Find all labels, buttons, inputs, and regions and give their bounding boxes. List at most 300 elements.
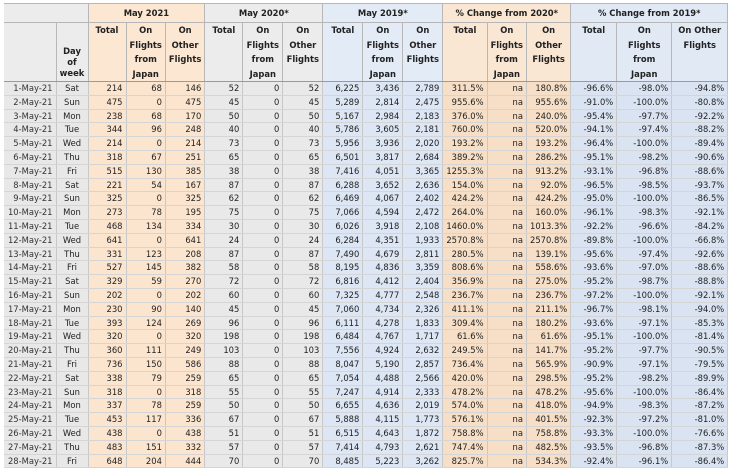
- change2020-other: 2570.8%: [526, 233, 570, 247]
- date-cell: 5-May-21: [4, 137, 56, 151]
- change2020-other: 236.7%: [526, 288, 570, 302]
- may2019-total: 6,469: [323, 192, 363, 206]
- may2021-japan: 0: [126, 192, 165, 206]
- may2019-total: 6,484: [323, 330, 363, 344]
- may2021-other: 325: [165, 192, 204, 206]
- day-cell: Mon: [56, 302, 88, 316]
- change2020-other: 758.8%: [526, 426, 570, 440]
- change2019-total: -95.1%: [571, 330, 617, 344]
- may2020-other: 24: [283, 233, 323, 247]
- may2021-other: 259: [165, 399, 204, 413]
- may2021-total: 453: [88, 413, 126, 427]
- may2019-japan: 4,793: [363, 440, 403, 454]
- table-row: [4, 192, 728, 206]
- may2021-total: 527: [88, 261, 126, 275]
- may2020-other: 50: [283, 399, 323, 413]
- change2020-other: 534.3%: [526, 454, 570, 468]
- group-header-change-2020: % Change from 2020*: [443, 4, 571, 23]
- may2021-total: 393: [88, 316, 126, 330]
- may2020-other: 62: [283, 192, 323, 206]
- may2020-japan: 0: [243, 247, 283, 261]
- may2020-other: 73: [283, 137, 323, 151]
- change2019-japan: -96.6%: [617, 219, 672, 233]
- may2019-total: 6,111: [323, 316, 363, 330]
- may2019-other: 2,404: [403, 275, 443, 289]
- may2020-japan: 0: [243, 206, 283, 220]
- may2021-other: 269: [165, 316, 204, 330]
- change2020-total: 760.0%: [443, 123, 487, 137]
- may2021-japan: 0: [126, 288, 165, 302]
- change2019-other: -88.6%: [672, 164, 728, 178]
- may2019-total: 6,501: [323, 150, 363, 164]
- change2020-total: 411.1%: [443, 302, 487, 316]
- day-cell: Sat: [56, 82, 88, 96]
- col-header-total: Total: [323, 23, 363, 82]
- may2020-japan: 0: [243, 302, 283, 316]
- change2019-japan: -98.1%: [617, 302, 672, 316]
- day-cell: Mon: [56, 109, 88, 123]
- may2021-total: 338: [88, 371, 126, 385]
- may2020-total: 87: [205, 247, 243, 261]
- may2019-other: 1,717: [403, 330, 443, 344]
- may2021-other: 248: [165, 123, 204, 137]
- may2019-japan: 4,488: [363, 371, 403, 385]
- change2019-total: -93.5%: [571, 440, 617, 454]
- change2020-other: 211.1%: [526, 302, 570, 316]
- day-cell: Fri: [56, 357, 88, 371]
- may2020-total: 72: [205, 275, 243, 289]
- change2020-japan: na: [487, 371, 526, 385]
- day-cell: Sat: [56, 275, 88, 289]
- corner-cell: [4, 4, 88, 23]
- table-row: [4, 206, 728, 220]
- may2019-japan: 3,436: [363, 82, 403, 96]
- table-row: [4, 219, 728, 233]
- may2021-japan: 111: [126, 344, 165, 358]
- may2019-japan: 3,936: [363, 137, 403, 151]
- may2019-total: 6,026: [323, 219, 363, 233]
- may2021-total: 648: [88, 454, 126, 468]
- change2019-japan: -100.0%: [617, 288, 672, 302]
- may2020-total: 52: [205, 82, 243, 96]
- change2019-total: -93.1%: [571, 164, 617, 178]
- change2020-other: 180.2%: [526, 316, 570, 330]
- change2019-total: -95.2%: [571, 344, 617, 358]
- may2020-japan: 0: [243, 371, 283, 385]
- change2020-japan: na: [487, 137, 526, 151]
- change2019-total: -95.2%: [571, 371, 617, 385]
- may2020-total: 57: [205, 440, 243, 454]
- may2021-japan: 0: [126, 95, 165, 109]
- may2019-japan: 4,594: [363, 206, 403, 220]
- date-cell: 3-May-21: [4, 109, 56, 123]
- may2021-japan: 124: [126, 316, 165, 330]
- change2020-total: 249.5%: [443, 344, 487, 358]
- may2019-other: 1,872: [403, 426, 443, 440]
- table-row: [4, 275, 728, 289]
- may2019-other: 2,020: [403, 137, 443, 151]
- change2020-japan: na: [487, 206, 526, 220]
- date-cell: 24-May-21: [4, 399, 56, 413]
- table-row: [4, 330, 728, 344]
- change2019-other: -79.5%: [672, 357, 728, 371]
- may2020-japan: 0: [243, 330, 283, 344]
- day-cell: Wed: [56, 426, 88, 440]
- date-cell: 1-May-21: [4, 82, 56, 96]
- day-cell: Thu: [56, 247, 88, 261]
- change2019-japan: -98.3%: [617, 399, 672, 413]
- may2019-other: 2,548: [403, 288, 443, 302]
- may2019-other: 1,833: [403, 316, 443, 330]
- may2019-japan: 4,636: [363, 399, 403, 413]
- may2020-other: 57: [283, 440, 323, 454]
- may2021-total: 329: [88, 275, 126, 289]
- change2019-japan: -96.8%: [617, 164, 672, 178]
- may2019-other: 2,475: [403, 95, 443, 109]
- may2019-other: 2,472: [403, 206, 443, 220]
- may2019-japan: 4,643: [363, 426, 403, 440]
- table-row: [4, 233, 728, 247]
- may2019-total: 7,416: [323, 164, 363, 178]
- may2020-japan: 0: [243, 288, 283, 302]
- table-row: [4, 385, 728, 399]
- change2020-japan: na: [487, 302, 526, 316]
- table-row: [4, 150, 728, 164]
- change2019-other: -87.3%: [672, 440, 728, 454]
- change2020-other: 193.2%: [526, 137, 570, 151]
- table-row: [4, 164, 728, 178]
- may2020-other: 45: [283, 95, 323, 109]
- may2020-japan: 0: [243, 150, 283, 164]
- change2019-total: -89.8%: [571, 233, 617, 247]
- change2020-total: 2570.8%: [443, 233, 487, 247]
- may2021-other: 259: [165, 371, 204, 385]
- column-header-row: [4, 23, 728, 82]
- day-cell: Tue: [56, 413, 88, 427]
- change2020-japan: na: [487, 164, 526, 178]
- table-row: [4, 426, 728, 440]
- may2021-other: 214: [165, 137, 204, 151]
- change2019-other: -94.0%: [672, 302, 728, 316]
- day-cell: Fri: [56, 164, 88, 178]
- may2020-japan: 0: [243, 440, 283, 454]
- may2021-other: 208: [165, 247, 204, 261]
- change2019-total: -96.6%: [571, 82, 617, 96]
- table-row: [4, 399, 728, 413]
- may2020-japan: 0: [243, 192, 283, 206]
- may2021-other: 140: [165, 302, 204, 316]
- date-cell: 23-May-21: [4, 385, 56, 399]
- may2021-total: 337: [88, 399, 126, 413]
- change2019-total: -91.0%: [571, 95, 617, 109]
- may2021-japan: 68: [126, 82, 165, 96]
- may2021-other: 320: [165, 330, 204, 344]
- table-row: [4, 109, 728, 123]
- may2021-japan: 134: [126, 219, 165, 233]
- may2019-other: 2,632: [403, 344, 443, 358]
- change2020-japan: na: [487, 413, 526, 427]
- may2021-japan: 90: [126, 302, 165, 316]
- may2020-total: 65: [205, 371, 243, 385]
- change2019-japan: -100.0%: [617, 95, 672, 109]
- change2020-other: 92.0%: [526, 178, 570, 192]
- may2019-other: 2,326: [403, 302, 443, 316]
- may2020-total: 96: [205, 316, 243, 330]
- change2020-japan: na: [487, 454, 526, 468]
- may2019-other: 2,636: [403, 178, 443, 192]
- table-row: [4, 302, 728, 316]
- change2019-japan: -98.2%: [617, 150, 672, 164]
- may2020-other: 72: [283, 275, 323, 289]
- day-of-week-header: Day of week: [56, 23, 88, 82]
- change2019-japan: -97.7%: [617, 109, 672, 123]
- may2019-total: 7,556: [323, 344, 363, 358]
- change2019-total: -93.3%: [571, 426, 617, 440]
- change2020-japan: na: [487, 385, 526, 399]
- change2020-total: 424.2%: [443, 192, 487, 206]
- may2020-total: 75: [205, 206, 243, 220]
- may2021-japan: 0: [126, 385, 165, 399]
- may2020-other: 70: [283, 454, 323, 468]
- change2019-japan: -97.4%: [617, 123, 672, 137]
- may2020-japan: 0: [243, 219, 283, 233]
- change2019-other: -86.4%: [672, 385, 728, 399]
- date-cell: 20-May-21: [4, 344, 56, 358]
- change2020-total: 825.7%: [443, 454, 487, 468]
- may2020-other: 65: [283, 150, 323, 164]
- may2019-japan: 4,924: [363, 344, 403, 358]
- may2019-other: 3,262: [403, 454, 443, 468]
- date-cell: 15-May-21: [4, 275, 56, 289]
- table-row: [4, 357, 728, 371]
- change2019-japan: -100.0%: [617, 233, 672, 247]
- change2019-other: -89.9%: [672, 371, 728, 385]
- date-cell: 13-May-21: [4, 247, 56, 261]
- may2021-japan: 150: [126, 357, 165, 371]
- date-cell: 4-May-21: [4, 123, 56, 137]
- change2020-japan: na: [487, 399, 526, 413]
- change2019-other: -88.2%: [672, 123, 728, 137]
- may2019-japan: 2,814: [363, 95, 403, 109]
- change2020-japan: na: [487, 261, 526, 275]
- change2019-total: -95.6%: [571, 385, 617, 399]
- may2019-other: 1,773: [403, 413, 443, 427]
- may2020-other: 103: [283, 344, 323, 358]
- change2020-total: 574.0%: [443, 399, 487, 413]
- change2019-other: -81.0%: [672, 413, 728, 427]
- may2019-other: 3,359: [403, 261, 443, 275]
- may2021-total: 736: [88, 357, 126, 371]
- date-cell: 21-May-21: [4, 357, 56, 371]
- may2021-japan: 0: [126, 137, 165, 151]
- change2020-other: 558.6%: [526, 261, 570, 275]
- may2021-total: 221: [88, 178, 126, 192]
- may2019-japan: 5,223: [363, 454, 403, 468]
- may2019-other: 2,019: [403, 399, 443, 413]
- may2019-japan: 4,914: [363, 385, 403, 399]
- change2019-other: -92.2%: [672, 109, 728, 123]
- group-header-may-2021: May 2021: [88, 4, 205, 23]
- may2019-other: 2,333: [403, 385, 443, 399]
- table-row: [4, 82, 728, 96]
- col-header-japan: On Flights from Japan: [363, 23, 403, 82]
- may2021-total: 230: [88, 302, 126, 316]
- table-row: [4, 95, 728, 109]
- change2020-japan: na: [487, 316, 526, 330]
- may2020-japan: 0: [243, 275, 283, 289]
- may2020-other: 75: [283, 206, 323, 220]
- may2020-total: 60: [205, 288, 243, 302]
- may2019-japan: 4,777: [363, 288, 403, 302]
- may2019-total: 6,284: [323, 233, 363, 247]
- may2019-total: 7,066: [323, 206, 363, 220]
- col-header-japan: On Flights from Japan: [243, 23, 283, 82]
- may2021-other: 475: [165, 95, 204, 109]
- change2020-japan: na: [487, 344, 526, 358]
- may2019-total: 5,888: [323, 413, 363, 427]
- may2020-japan: 0: [243, 164, 283, 178]
- may2021-other: 249: [165, 344, 204, 358]
- may2021-total: 238: [88, 109, 126, 123]
- table-row: [4, 247, 728, 261]
- may2019-total: 6,515: [323, 426, 363, 440]
- change2019-japan: -96.8%: [617, 440, 672, 454]
- may2019-japan: 4,679: [363, 247, 403, 261]
- may2020-japan: 0: [243, 137, 283, 151]
- col-header-total: Total: [443, 23, 487, 82]
- day-cell: Tue: [56, 316, 88, 330]
- col-header-other: On Other Flights: [403, 23, 443, 82]
- may2021-total: 468: [88, 219, 126, 233]
- may2019-other: 2,566: [403, 371, 443, 385]
- day-cell: Sat: [56, 371, 88, 385]
- may2019-japan: 3,652: [363, 178, 403, 192]
- may2021-other: 385: [165, 164, 204, 178]
- may2020-other: 96: [283, 316, 323, 330]
- day-cell: Sun: [56, 95, 88, 109]
- may2020-total: 50: [205, 109, 243, 123]
- may2019-total: 8,485: [323, 454, 363, 468]
- may2019-total: 6,655: [323, 399, 363, 413]
- may2019-total: 6,288: [323, 178, 363, 192]
- col-header-japan: On Flights from Japan: [617, 23, 672, 82]
- day-cell: Mon: [56, 206, 88, 220]
- change2019-japan: -98.3%: [617, 206, 672, 220]
- change2019-total: -96.5%: [571, 178, 617, 192]
- change2020-total: 1255.3%: [443, 164, 487, 178]
- change2020-other: 139.1%: [526, 247, 570, 261]
- change2020-total: 736.4%: [443, 357, 487, 371]
- table-row: [4, 123, 728, 137]
- may2021-total: 360: [88, 344, 126, 358]
- table-row: [4, 440, 728, 454]
- change2019-total: -96.4%: [571, 137, 617, 151]
- may2020-other: 30: [283, 219, 323, 233]
- change2020-total: 758.8%: [443, 426, 487, 440]
- change2020-total: 389.2%: [443, 150, 487, 164]
- change2019-other: -94.8%: [672, 82, 728, 96]
- date-cell: 14-May-21: [4, 261, 56, 275]
- may2020-other: 52: [283, 82, 323, 96]
- change2019-total: -96.1%: [571, 206, 617, 220]
- may2019-total: 5,786: [323, 123, 363, 137]
- may2019-other: 2,181: [403, 123, 443, 137]
- may2021-japan: 0: [126, 426, 165, 440]
- change2020-other: 482.5%: [526, 440, 570, 454]
- change2019-other: -90.6%: [672, 150, 728, 164]
- change2019-japan: -100.0%: [617, 330, 672, 344]
- change2020-japan: na: [487, 219, 526, 233]
- may2021-total: 475: [88, 95, 126, 109]
- may2021-japan: 54: [126, 178, 165, 192]
- change2019-total: -95.4%: [571, 109, 617, 123]
- date-cell: 7-May-21: [4, 164, 56, 178]
- may2019-total: 7,247: [323, 385, 363, 399]
- may2019-japan: 4,115: [363, 413, 403, 427]
- change2020-other: 478.2%: [526, 385, 570, 399]
- change2019-other: -92.1%: [672, 288, 728, 302]
- change2019-total: -95.0%: [571, 192, 617, 206]
- day-cell: Thu: [56, 150, 88, 164]
- day-cell: Tue: [56, 219, 88, 233]
- change2019-total: -96.7%: [571, 302, 617, 316]
- may2019-total: 6,816: [323, 275, 363, 289]
- change2020-japan: na: [487, 150, 526, 164]
- day-cell: Mon: [56, 399, 88, 413]
- change2020-total: 955.6%: [443, 95, 487, 109]
- col-header-total: Total: [571, 23, 617, 82]
- date-cell: 2-May-21: [4, 95, 56, 109]
- may2021-total: 273: [88, 206, 126, 220]
- change2020-total: 376.0%: [443, 109, 487, 123]
- change2019-total: -95.6%: [571, 247, 617, 261]
- change2020-total: 264.0%: [443, 206, 487, 220]
- table-container: [4, 3, 728, 468]
- change2019-japan: -97.0%: [617, 261, 672, 275]
- day-cell: Sun: [56, 288, 88, 302]
- may2020-other: 87: [283, 178, 323, 192]
- change2019-japan: -97.1%: [617, 316, 672, 330]
- change2020-other: 418.0%: [526, 399, 570, 413]
- may2019-total: 7,490: [323, 247, 363, 261]
- may2019-other: 2,402: [403, 192, 443, 206]
- change2019-total: -92.3%: [571, 413, 617, 427]
- may2019-japan: 4,734: [363, 302, 403, 316]
- change2020-japan: na: [487, 178, 526, 192]
- may2019-other: 2,811: [403, 247, 443, 261]
- may2020-other: 65: [283, 371, 323, 385]
- may2019-total: 7,414: [323, 440, 363, 454]
- may2019-other: 1,933: [403, 233, 443, 247]
- may2019-total: 5,289: [323, 95, 363, 109]
- may2020-other: 88: [283, 357, 323, 371]
- may2021-japan: 204: [126, 454, 165, 468]
- change2019-japan: -97.1%: [617, 357, 672, 371]
- may2019-japan: 3,918: [363, 219, 403, 233]
- col-header-other: On Other Flights: [283, 23, 323, 82]
- may2021-other: 586: [165, 357, 204, 371]
- may2021-total: 320: [88, 330, 126, 344]
- may2019-total: 7,060: [323, 302, 363, 316]
- change2019-other: -89.4%: [672, 137, 728, 151]
- date-cell: 27-May-21: [4, 440, 56, 454]
- may2020-total: 87: [205, 178, 243, 192]
- table-row: [4, 261, 728, 275]
- may2019-other: 2,621: [403, 440, 443, 454]
- change2020-total: 309.4%: [443, 316, 487, 330]
- date-cell: 28-May-21: [4, 454, 56, 468]
- may2021-total: 318: [88, 385, 126, 399]
